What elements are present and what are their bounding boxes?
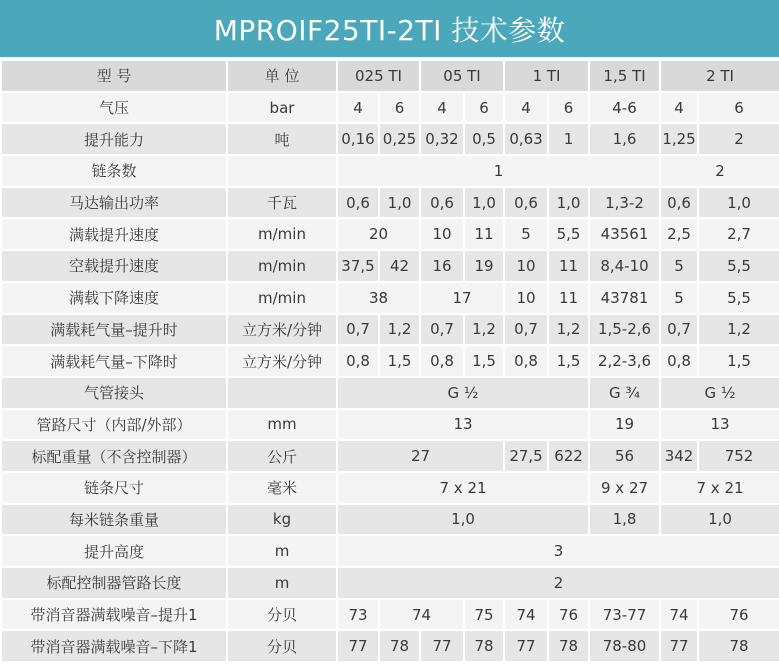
table-row — [1, 535, 779, 567]
row-unit: 分贝 — [227, 630, 337, 662]
table-cell: 1,2 — [464, 314, 504, 346]
table-cell: 37,5 — [337, 250, 379, 282]
table-cell: 78 — [698, 630, 779, 662]
table-cell: 2 — [337, 567, 779, 599]
table-row — [1, 472, 779, 504]
table-cell: 2 — [660, 155, 779, 187]
table-cell: 3 — [337, 535, 779, 567]
table-cell: 1 — [337, 155, 660, 187]
table-row — [1, 250, 779, 282]
row-label: 马达输出功率 — [1, 187, 227, 219]
row-unit: 分贝 — [227, 599, 337, 631]
table-cell: 17 — [420, 282, 504, 314]
table-cell: 73-77 — [589, 599, 660, 631]
table-cell: 1,5 — [464, 345, 504, 377]
table-cell: 1,2 — [379, 314, 420, 346]
table-cell: 8,4-10 — [589, 250, 660, 282]
row-label: 每米链条重量 — [1, 504, 227, 536]
table-cell: 1,0 — [548, 187, 589, 219]
table-cell: 11 — [548, 250, 589, 282]
table-cell: 43781 — [589, 282, 660, 314]
table-cell: 1,0 — [698, 187, 779, 219]
table-cell: 0,5 — [464, 123, 504, 155]
table-cell: 42 — [379, 250, 420, 282]
row-unit — [227, 377, 337, 409]
table-cell: 1,3-2 — [589, 187, 660, 219]
row-unit: m/min — [227, 250, 337, 282]
table-cell: 19 — [464, 250, 504, 282]
table-cell: 10 — [420, 218, 464, 250]
table-cell: 73 — [337, 599, 379, 631]
table-cell: 0,6 — [660, 187, 698, 219]
table-cell: 5,5 — [698, 250, 779, 282]
table-cell: 0,7 — [420, 314, 464, 346]
table-cell: 27 — [337, 440, 504, 472]
header-model: 1 TI — [504, 60, 589, 92]
table-cell: 77 — [504, 630, 548, 662]
table-cell: 2,7 — [698, 218, 779, 250]
table-cell: 2,5 — [660, 218, 698, 250]
table-cell: 1,2 — [698, 314, 779, 346]
table-cell: 78 — [379, 630, 420, 662]
table-row — [1, 567, 779, 599]
header-model: 05 TI — [420, 60, 504, 92]
row-unit — [227, 155, 337, 187]
row-unit: m/min — [227, 218, 337, 250]
row-label: 标配重量（不含控制器） — [1, 440, 227, 472]
table-cell: 1,5-2,6 — [589, 314, 660, 346]
row-label: 满载提升速度 — [1, 218, 227, 250]
table-cell: 10 — [504, 282, 548, 314]
table-cell: 4-6 — [589, 92, 660, 124]
row-unit: 公斤 — [227, 440, 337, 472]
table-cell: G ½ — [337, 377, 589, 409]
table-cell: 1,0 — [660, 504, 779, 536]
table-cell: 78 — [464, 630, 504, 662]
table-row — [1, 345, 779, 377]
row-label: 带消音器满载噪音–下降1 — [1, 630, 227, 662]
table-cell: 74 — [504, 599, 548, 631]
table-cell: 0,16 — [337, 123, 379, 155]
table-row — [1, 92, 779, 124]
table-cell: 0,7 — [660, 314, 698, 346]
header-model: 2 TI — [660, 60, 779, 92]
table-cell: 1,8 — [589, 504, 660, 536]
row-label: 管路尺寸（内部/外部） — [1, 409, 227, 441]
table-cell: 0,8 — [504, 345, 548, 377]
table-cell: 76 — [698, 599, 779, 631]
table-cell: 0,6 — [337, 187, 379, 219]
table-cell: 1,6 — [589, 123, 660, 155]
spec-table — [0, 59, 779, 663]
table-header-row — [1, 60, 779, 92]
row-label: 带消音器满载噪音–提升1 — [1, 599, 227, 631]
table-cell: 20 — [337, 218, 420, 250]
table-cell: 13 — [337, 409, 589, 441]
table-cell: 4 — [504, 92, 548, 124]
header-model: 025 TI — [337, 60, 420, 92]
table-cell: 1,0 — [379, 187, 420, 219]
table-cell: 0,6 — [420, 187, 464, 219]
table-cell: 9 x 27 — [589, 472, 660, 504]
row-label: 满载下降速度 — [1, 282, 227, 314]
table-cell: 16 — [420, 250, 464, 282]
table-row — [1, 377, 779, 409]
row-label: 满载耗气量–下降时 — [1, 345, 227, 377]
table-row — [1, 155, 779, 187]
table-cell: 1,5 — [379, 345, 420, 377]
row-label: 提升高度 — [1, 535, 227, 567]
table-row — [1, 440, 779, 472]
table-cell: 1,5 — [548, 345, 589, 377]
table-cell: 6 — [379, 92, 420, 124]
table-cell: 43561 — [589, 218, 660, 250]
table-cell: 6 — [548, 92, 589, 124]
table-cell: 76 — [548, 599, 589, 631]
table-row — [1, 282, 779, 314]
header-model: 1,5 TI — [589, 60, 660, 92]
table-cell: 27,5 — [504, 440, 548, 472]
table-cell: 11 — [464, 218, 504, 250]
table-cell: 6 — [698, 92, 779, 124]
table-row — [1, 314, 779, 346]
table-cell: 1,2 — [548, 314, 589, 346]
table-row — [1, 218, 779, 250]
row-label: 气管接头 — [1, 377, 227, 409]
row-unit: 立方米/分钟 — [227, 345, 337, 377]
table-cell: 4 — [660, 92, 698, 124]
table-cell: 77 — [337, 630, 379, 662]
row-unit: 千瓦 — [227, 187, 337, 219]
row-unit: 吨 — [227, 123, 337, 155]
table-cell: 5,5 — [698, 282, 779, 314]
header-unit: 单 位 — [227, 60, 337, 92]
table-cell: 5 — [660, 250, 698, 282]
table-cell: G ¾ — [589, 377, 660, 409]
table-cell: 19 — [589, 409, 660, 441]
table-cell: 74 — [379, 599, 464, 631]
table-cell: 77 — [420, 630, 464, 662]
table-cell: 0,8 — [420, 345, 464, 377]
row-label: 标配控制器管路长度 — [1, 567, 227, 599]
table-cell: 1,5 — [698, 345, 779, 377]
table-cell: 2,2-3,6 — [589, 345, 660, 377]
table-cell: 1 — [548, 123, 589, 155]
table-cell: 0,6 — [504, 187, 548, 219]
row-unit: 毫米 — [227, 472, 337, 504]
table-cell: 342 — [660, 440, 698, 472]
row-label: 链条尺寸 — [1, 472, 227, 504]
row-label: 链条数 — [1, 155, 227, 187]
table-row — [1, 630, 779, 662]
header-param: 型 号 — [1, 60, 227, 92]
row-label: 空载提升速度 — [1, 250, 227, 282]
table-cell: 7 x 21 — [337, 472, 589, 504]
table-cell: 78-80 — [589, 630, 660, 662]
table-cell: 4 — [420, 92, 464, 124]
table-cell: 5 — [504, 218, 548, 250]
row-unit: m/min — [227, 282, 337, 314]
table-cell: 0,63 — [504, 123, 548, 155]
table-cell: 74 — [660, 599, 698, 631]
table-cell: 1,25 — [660, 123, 698, 155]
table-cell: 0,7 — [504, 314, 548, 346]
row-unit: bar — [227, 92, 337, 124]
table-cell: 0,25 — [379, 123, 420, 155]
row-label: 满载耗气量–提升时 — [1, 314, 227, 346]
table-cell: 0,7 — [337, 314, 379, 346]
row-label: 气压 — [1, 92, 227, 124]
table-cell: 6 — [464, 92, 504, 124]
table-cell: 75 — [464, 599, 504, 631]
table-cell: 11 — [548, 282, 589, 314]
table-cell: 78 — [548, 630, 589, 662]
table-cell: 77 — [660, 630, 698, 662]
table-row — [1, 504, 779, 536]
table-cell: 5,5 — [548, 218, 589, 250]
table-cell: 622 — [548, 440, 589, 472]
table-cell: 7 x 21 — [660, 472, 779, 504]
table-cell: 10 — [504, 250, 548, 282]
table-row — [1, 409, 779, 441]
row-unit: mm — [227, 409, 337, 441]
table-row — [1, 123, 779, 155]
row-unit: kg — [227, 504, 337, 536]
table-cell: 0,8 — [337, 345, 379, 377]
row-unit: m — [227, 567, 337, 599]
table-cell: 0,32 — [420, 123, 464, 155]
table-cell: 5 — [660, 282, 698, 314]
table-cell: 1,0 — [337, 504, 589, 536]
table-cell: G ½ — [660, 377, 779, 409]
row-unit: m — [227, 535, 337, 567]
table-cell: 0,8 — [660, 345, 698, 377]
row-label: 提升能力 — [1, 123, 227, 155]
table-cell: 752 — [698, 440, 779, 472]
table-cell: 13 — [660, 409, 779, 441]
table-cell: 2 — [698, 123, 779, 155]
table-cell: 4 — [337, 92, 379, 124]
table-cell: 56 — [589, 440, 660, 472]
table-cell: 38 — [337, 282, 420, 314]
table-row — [1, 599, 779, 631]
page-title: MPROIF25TI-2TI 技术参数 — [0, 0, 779, 57]
table-row — [1, 187, 779, 219]
row-unit: 立方米/分钟 — [227, 314, 337, 346]
table-cell: 1,0 — [464, 187, 504, 219]
